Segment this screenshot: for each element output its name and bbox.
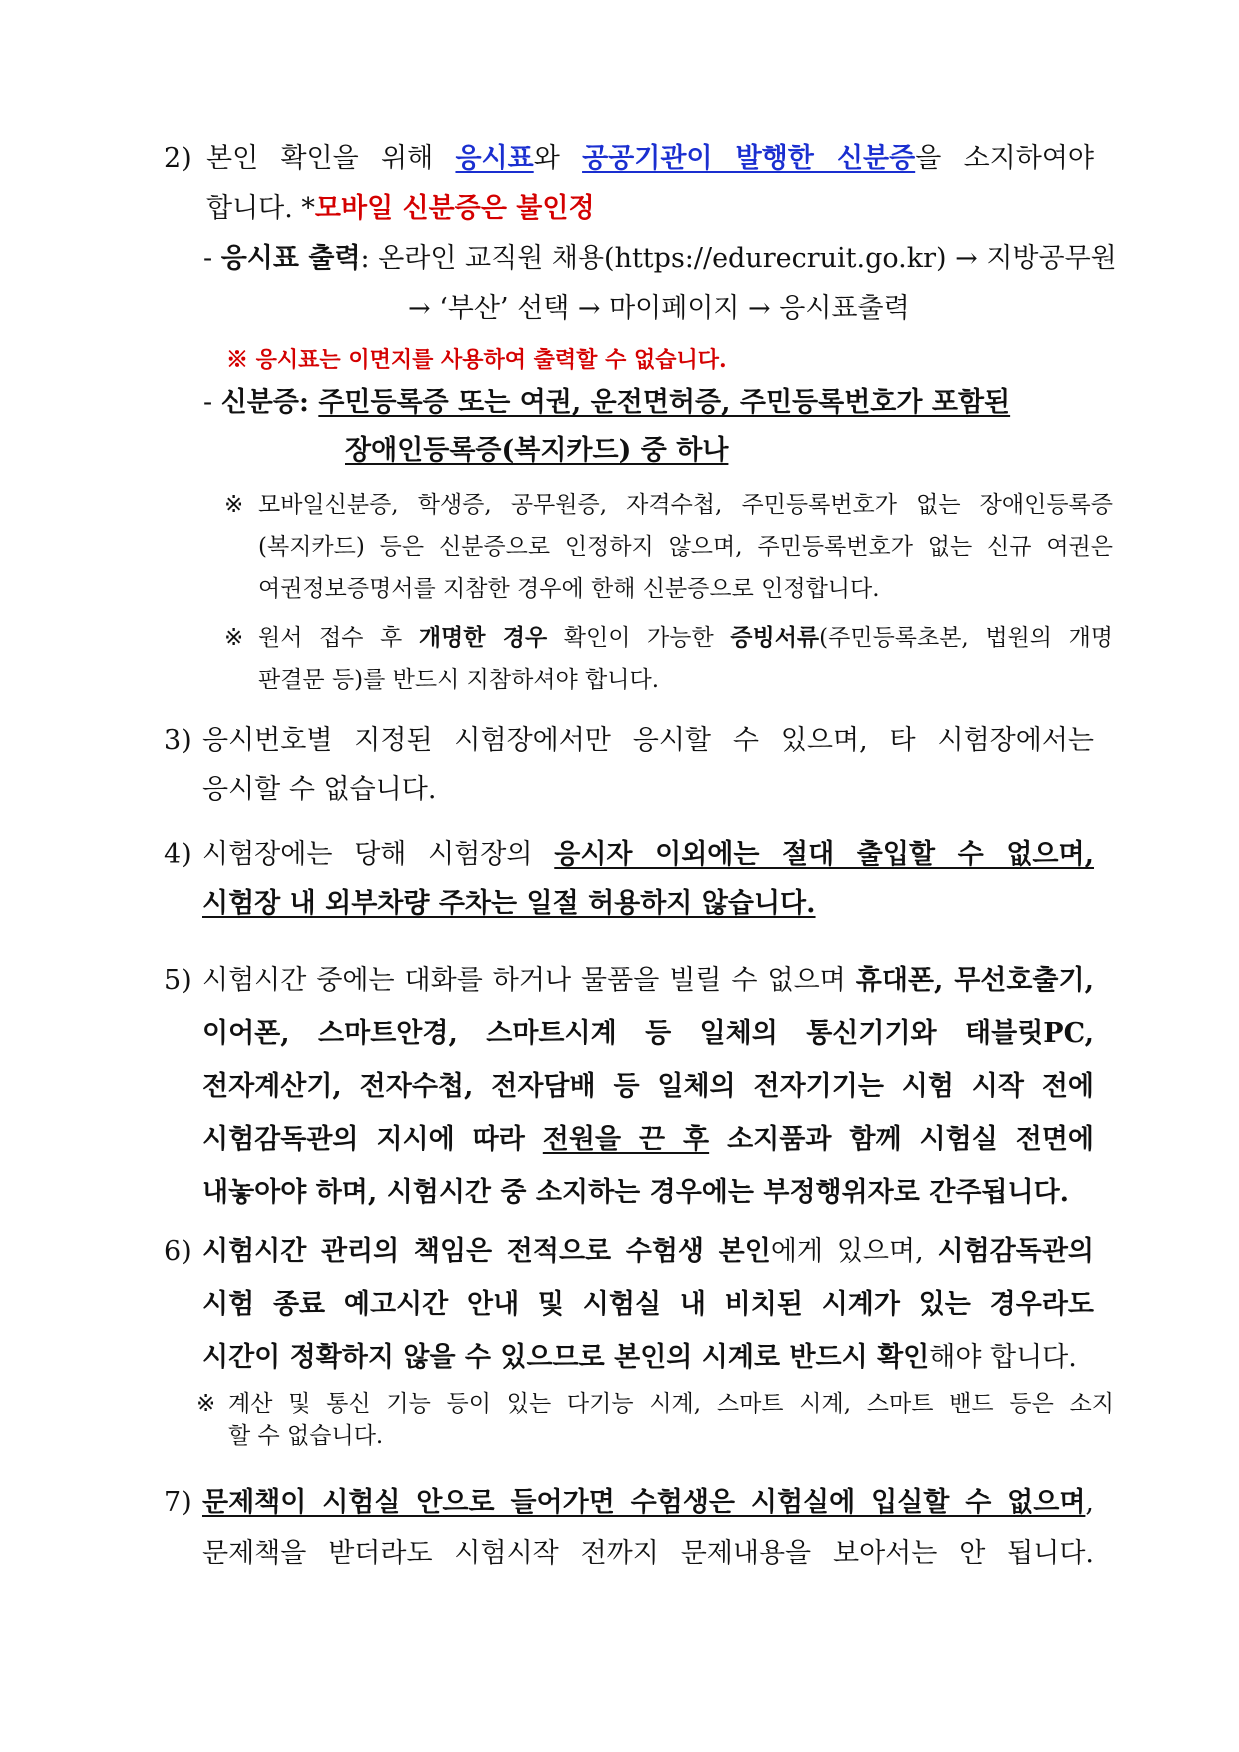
- note-line: 판결문 등)를 반드시 지참하셔야 합니다.: [258, 667, 660, 693]
- paragraph-line: 시험장에는 당해 시험장의 응시자 이외에는 절대 출입할 수 없으며,: [202, 839, 1094, 870]
- mobile-id-warning: 모바일 신분증은 불인정: [314, 193, 595, 224]
- paragraph-line: 합니다. *모바일 신분증은 불인정: [206, 193, 595, 224]
- note-line: 계산 및 통신 기능 등이 있는 다기능 시계, 스마트 시계, 스마트 밴드 등은 소지: [228, 1391, 1114, 1417]
- item-number: 7): [164, 1487, 192, 1518]
- item-number: 6): [164, 1236, 192, 1267]
- note-line: 여권정보증명서를 지참한 경우에 한해 신분증으로 인정합니다.: [258, 576, 880, 602]
- note-mark: ※: [224, 625, 244, 651]
- item-number: 5): [164, 965, 192, 996]
- id-card-highlight: 공공기관이 발행한 신분증: [582, 143, 916, 174]
- paragraph-line: 전자계산기, 전자수첩, 전자담배 등 일체의 전자기기는 시험 시작 전에: [202, 1071, 1094, 1102]
- paragraph-line: 문제책이 시험실 안으로 들어가면 수험생은 시험실에 입실할 수 없으며,: [202, 1487, 1094, 1518]
- print-instruction: - 응시표 출력: 온라인 교직원 채용(https://edurecruit.go.kr) → 지방공무원: [203, 243, 1117, 274]
- id-requirement-cont: 장애인등록증(복지카드) 중 하나: [345, 435, 729, 466]
- id-requirement: - 신분증: 주민등록증 또는 여권, 운전면허증, 주민등록번호가 포함된: [203, 387, 1011, 418]
- note-line: (복지카드) 등은 신분증으로 인정하지 않으며, 주민등록번호가 없는 신규 여권은: [258, 534, 1113, 560]
- note-line: 원서 접수 후 개명한 경우 확인이 가능한 증빙서류(주민등록초본, 법원의 개명: [258, 624, 1113, 651]
- print-instruction-path: → ‘부산’ 선택 → 마이페이지 → 응시표출력: [408, 293, 910, 324]
- item-number: 3): [164, 725, 192, 756]
- paragraph-line: 시간이 정확하지 않을 수 있으므로 본인의 시계로 반드시 확인해야 합니다.: [202, 1342, 1077, 1373]
- paragraph-line: 시험 종료 예고시간 안내 및 시험실 내 비치된 시계가 있는 경우라도: [202, 1289, 1094, 1320]
- paragraph-line: 내놓아야 하며, 시험시간 중 소지하는 경우에는 부정행위자로 간주됩니다.: [202, 1177, 1070, 1208]
- paragraph-line: 시험감독관의 지시에 따라 전원을 끈 후 소지품과 함께 시험실 전면에: [202, 1124, 1094, 1155]
- note-mark: ※: [224, 492, 244, 518]
- paragraph-line: 시험장 내 외부차량 주차는 일절 허용하지 않습니다.: [202, 888, 816, 919]
- paragraph-line: 시험시간 관리의 책임은 전적으로 수험생 본인에게 있으며, 시험감독관의: [202, 1236, 1094, 1267]
- item-number: 2): [164, 143, 192, 174]
- note-mark: ※: [196, 1391, 216, 1417]
- paragraph-line: 이어폰, 스마트안경, 스마트시계 등 일체의 통신기기와 태블릿PC,: [202, 1018, 1094, 1049]
- paragraph-line: 시험시간 중에는 대화를 하거나 물품을 빌릴 수 없으며 휴대폰, 무선호출기,: [202, 965, 1094, 996]
- note-line: 모바일신분증, 학생증, 공무원증, 자격수첩, 주민등록번호가 없는 장애인등록증: [258, 492, 1113, 518]
- item-number: 4): [164, 839, 192, 870]
- admission-ticket-highlight: 응시표: [455, 143, 534, 174]
- paragraph-line: 응시번호별 지정된 시험장에서만 응시할 수 있으며, 타 시험장에서는: [202, 725, 1094, 756]
- paragraph-line: 본인 확인을 위해 응시표와 공공기관이 발행한 신분증을 소지하여야: [206, 143, 1094, 174]
- paragraph-line: 문제책을 받더라도 시험시작 전까지 문제내용을 보아서는 안 됩니다.: [202, 1538, 1094, 1569]
- print-warning: ※ 응시표는 이면지를 사용하여 출력할 수 없습니다.: [226, 347, 727, 373]
- paragraph-line: 응시할 수 없습니다.: [202, 774, 437, 805]
- note-line: 할 수 없습니다.: [228, 1423, 384, 1449]
